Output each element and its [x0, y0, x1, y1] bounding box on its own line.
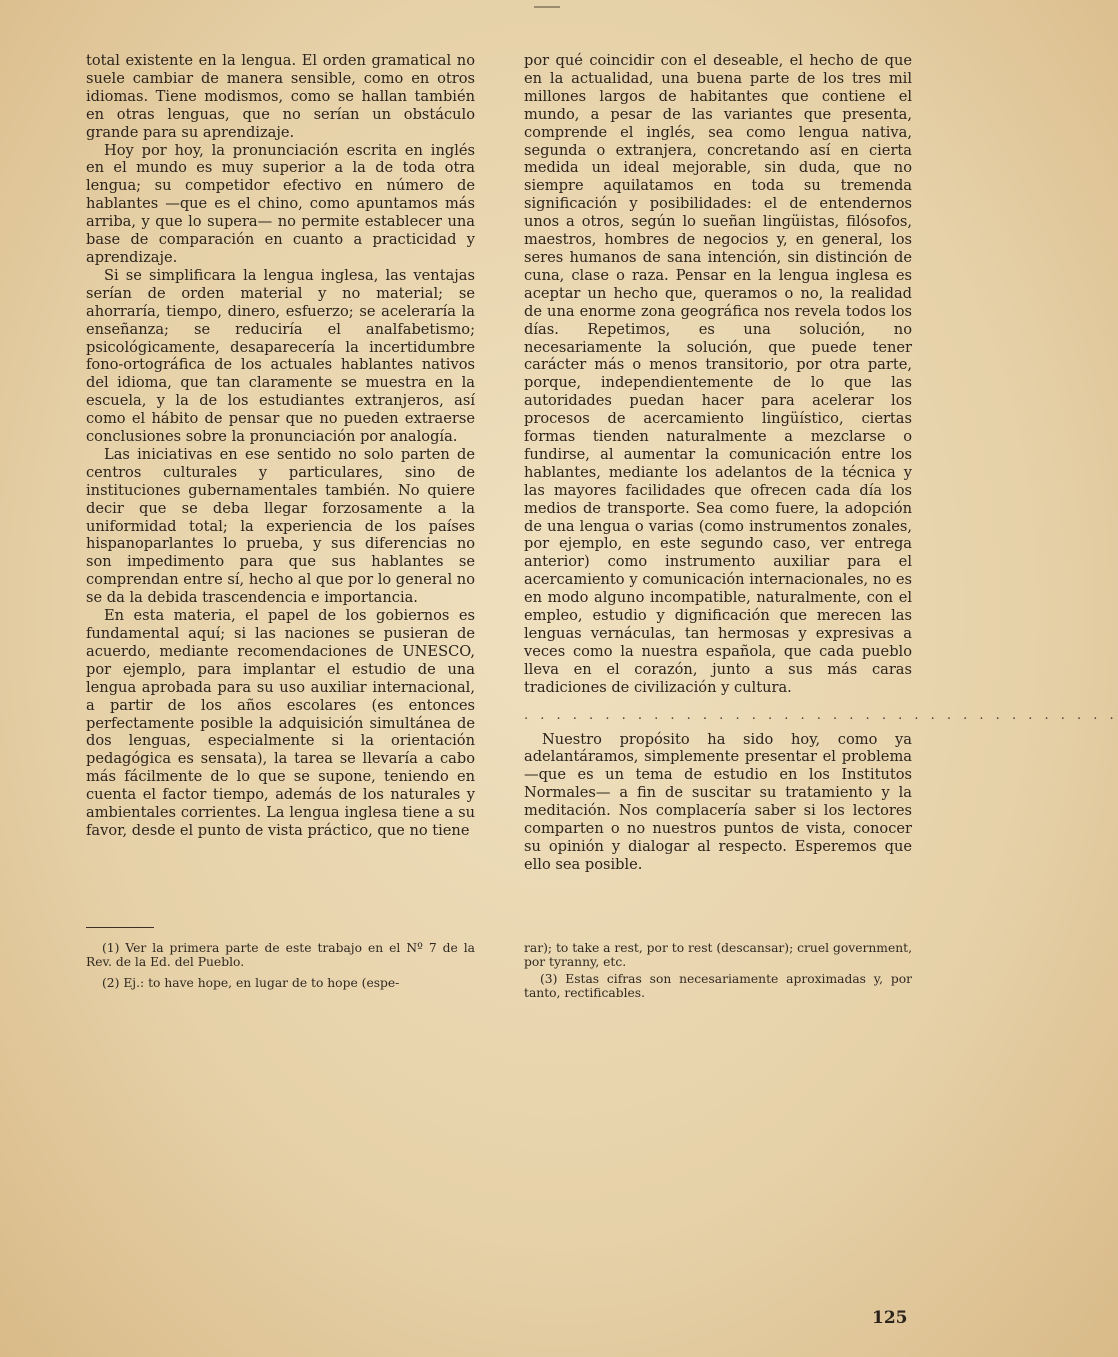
- footnote: (2) Ej.: to have hope, en lugar de to hope (espe-: [102, 975, 400, 990]
- paragraph: por qué coincidir con el deseable, el hecho de que en la actualidad, una buena parte de los tres mil millones largos de habitantes que contiene el mundo, a pesar de las variantes que presenta, comprende el inglés, sea como lengua nativa, segunda o extranjera, concretando así en cierta medida un ideal mejorable, sin duda, que no siempre aquilatamos en toda su tremenda significación y posibilidades: el de entendernos unos a otros, según lo sueñan lingüistas, filósofos, maestros, hombres de negocios y, en general, los seres humanos de sana intención, sin distinción de cuna, clase o raza. Pensar en la lengua inglesa es aceptar un hecho que, queramos o no, la realidad de una enorme zona geográfica nos revela todos los días. Repetimos, es una solución, no necesariamente la solución, que puede tener carácter más o menos transitorio, por otra parte, porque, independientemente de lo que las autoridades puedan hacer para acelerar los procesos de acercamiento lingüístico, ciertas formas tienden naturalmente a mezclarse o fundirse, al aumentar la comunicación entre los hablantes, mediante los adelantos de la técnica y las mayores facilidades que ofrecen cada día los medios de transporte. Sea como fuere, la adopción de una lengua o varias (como instrumentos zonales, por ejemplo, en este segundo caso, ver entrega anterior) como instrumento auxiliar para el acercamiento y comunicación internacionales, no es en modo alguno incompatible, naturalmente, con el empleo, estudio y dignificación que merecen las lenguas vernáculas, tan hermosas y expresivas a veces como la nuestra española, que cada pueblo lleva en el corazón, junto a sus más caras tradiciones de civilización y cultura.: [524, 52, 912, 696]
- paragraph: Las iniciativas en ese sentido no solo parten de centros culturales y particulares, sino de instituciones gubernamentales también. No quiere decir que se deba llegar forzosamente a la uniformidad total; la experiencia de los países hispanoparlantes lo prueba, y sus diferencias no son impedimento para que sus hablantes se comprendan entre sí, hecho al que por lo general no se da la debida trascendencia e importancia.: [86, 445, 475, 607]
- paragraph: total existente en la lengua. El orden gramatical no suele cambiar de manera sensible, como en otros idiomas. Tiene modismos, como se hallan también en otras lenguas, que no serían un obstáculo grande para su aprendizaje.: [86, 52, 475, 141]
- paragraph: Hoy por hoy, la pronunciación escrita en inglés en el mundo es muy superior a la de toda otra lengua; su competidor efectivo en número de hablantes —que es el chino, como apuntamos más arriba, y que lo supera— no permite establecer una base de comparación en cuanto a practicidad y aprendizaje.: [86, 141, 475, 266]
- footnote: rar); to take a rest, por to rest (descansar); cruel government, por tyranny, etc.: [524, 941, 912, 970]
- paragraph: Si se simplificara la lengua inglesa, las ventajas serían de orden material y no material; se ahorraría, tiempo, dinero, esfuerzo; se aceleraría la enseñanza; se reduciría el analfabetismo; psicológicamente, desaparecería la incertidumbre fono-ortográfica de los actuales hablantes nativos del idioma, que tan claramente se muestra en la escuela, y la de los estudiantes extranjeros, así como el hábito de pensar que no pueden extraerse conclusiones sobre la pronunciación por analogía.: [86, 266, 475, 446]
- footnote-rule: [86, 927, 154, 928]
- closing-paragraph: Nuestro propósito ha sido hoy, como ya adelantáramos, simplemente presentar el problema —que es un tema de estudio en los Institutos Normales— a fin de suscitar su tratamiento y la meditación. Nos complacería saber si los lectores comparten o no nuestros puntos de vista, conocer su opinión y dialogar al respecto. Esperemos que ello sea posible.: [524, 730, 912, 873]
- footnotes-left: [86, 941, 475, 996]
- section-separator: . . . . . . . . . . . . . . . . . . . . . . . . . . . . . . . . . . . . .: [524, 707, 1118, 723]
- footnote: (1) Ver la primera parte de este trabajo en el Nº 7 de la Rev. de la Ed. del Pueblo.: [86, 941, 475, 970]
- right-column: [524, 52, 1118, 874]
- page-number: 125: [872, 1308, 908, 1328]
- paragraph: En esta materia, el papel de los gobiernos es fundamental aquí; si las naciones se pusieran de acuerdo, mediante recomendaciones de UNESCO, por ejemplo, para implantar el estudio de una lengua aprobada para su uso auxiliar internacional, a partir de los años escolares (es entonces perfectamente posible la adquisición simultánea de dos lenguas, especialmente si la orientación pedagógica es sensata), la tarea se llevaría a cabo más fácilmente de lo que se supone, teniendo en cuenta el factor tiempo, además de los naturales y ambientales corrientes. La lengua inglesa tiene a su favor, desde el punto de vista práctico, que no tiene: [86, 607, 475, 839]
- left-column: [86, 52, 475, 840]
- top-ink-mark: [534, 6, 560, 8]
- footnotes-right: [524, 941, 912, 1007]
- footnote: (3) Estas cifras son necesariamente aproximadas y, por tanto, rectificables.: [524, 971, 912, 1001]
